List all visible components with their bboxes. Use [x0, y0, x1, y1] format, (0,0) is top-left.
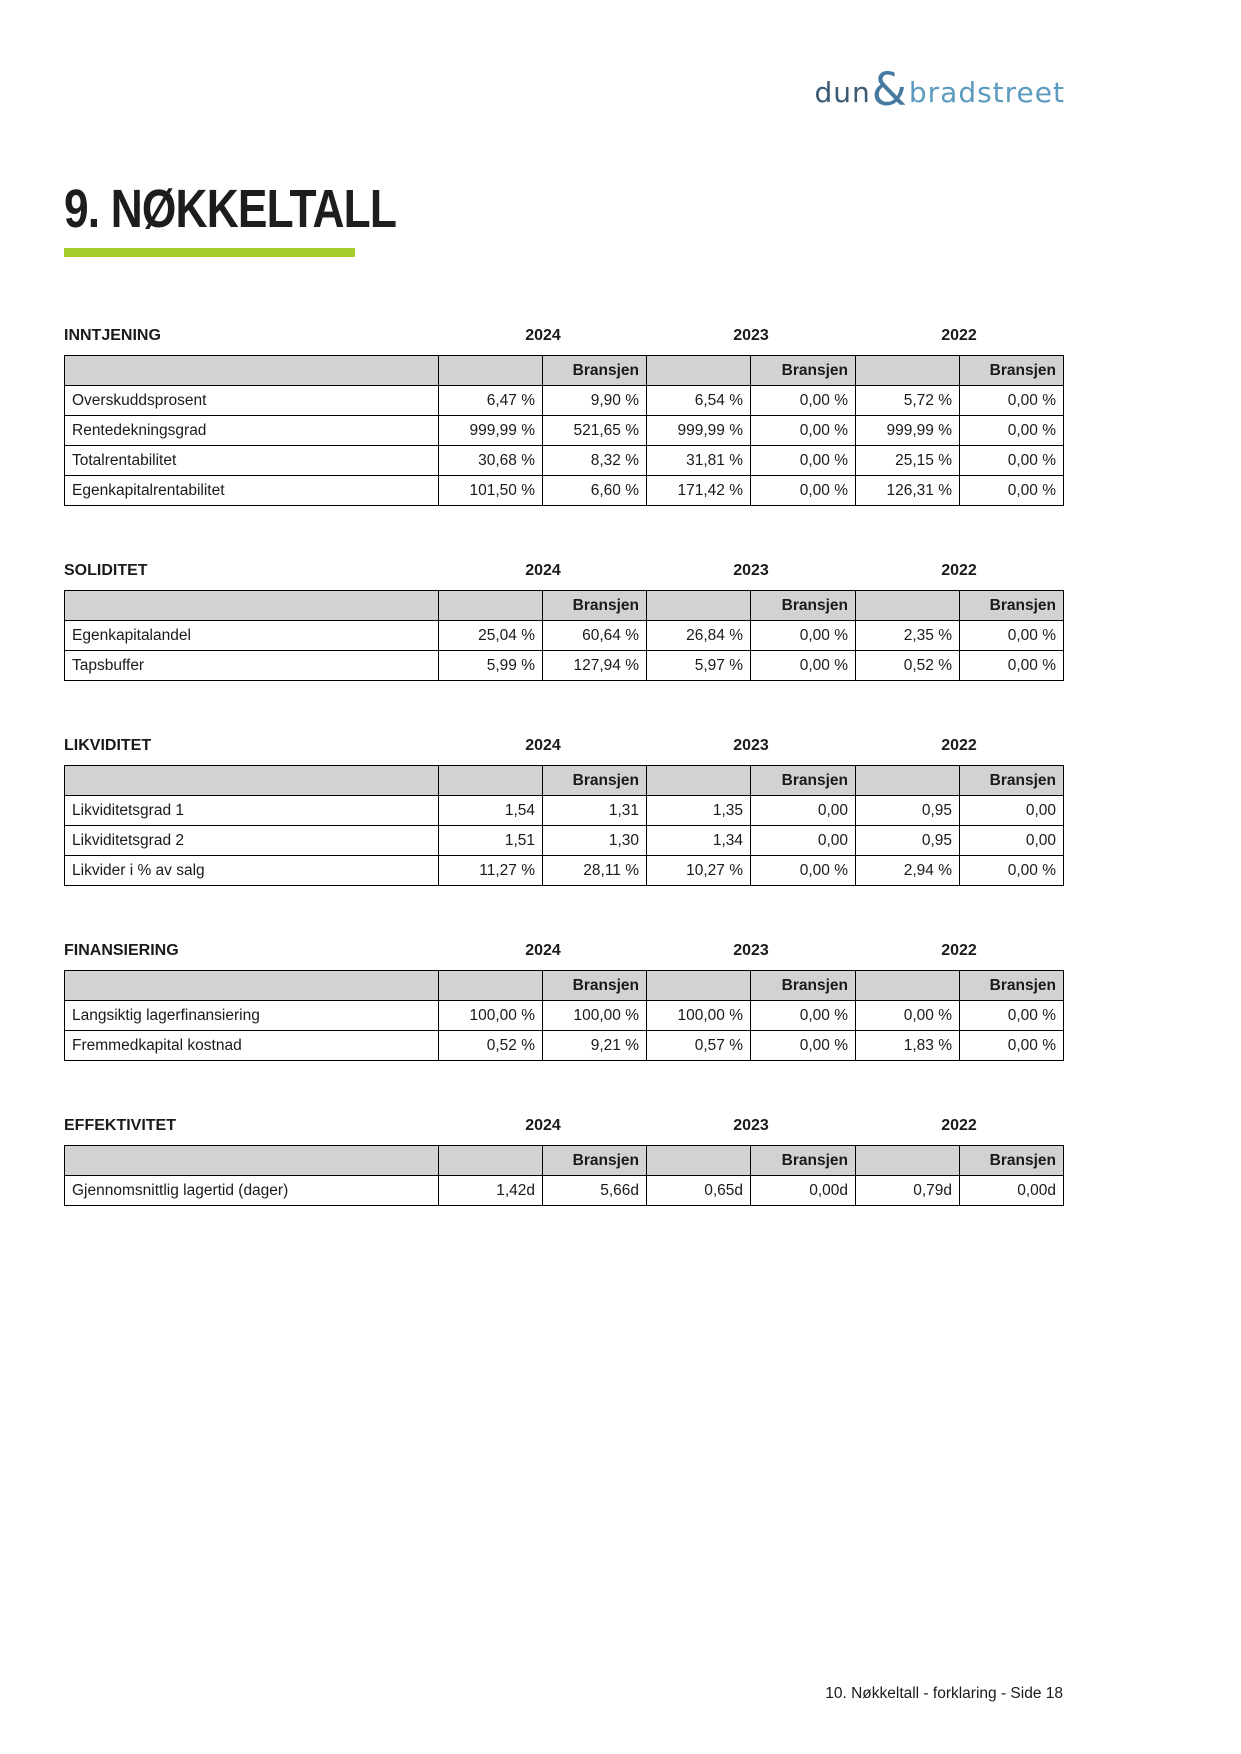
blank-header-cell — [647, 591, 751, 621]
value-cell: 0,00 % — [751, 856, 856, 886]
section-title-likviditet: LIKVIDITET — [64, 737, 152, 754]
inntjening-table — [64, 355, 1064, 506]
blank-header-cell — [647, 766, 751, 796]
value-cell: 127,94 % — [543, 651, 647, 681]
section-heading-row — [64, 1117, 1064, 1137]
value-cell: 0,00 % — [751, 621, 856, 651]
table-header-row — [65, 1146, 1064, 1176]
row-label-cell: Overskuddsprosent — [65, 386, 439, 416]
value-cell: 0,95 — [856, 796, 960, 826]
logo-word-dun: dun — [814, 75, 871, 109]
value-cell: 0,00 — [751, 826, 856, 856]
table-header-row — [65, 766, 1064, 796]
value-cell: 0,00 % — [751, 1031, 856, 1061]
value-cell: 9,90 % — [543, 386, 647, 416]
value-cell: 1,30 — [543, 826, 647, 856]
value-cell: 999,99 % — [439, 416, 543, 446]
value-cell: 6,54 % — [647, 386, 751, 416]
likviditet-table — [64, 765, 1064, 886]
row-label-cell: Rentedekningsgrad — [65, 416, 439, 446]
row-label-cell: Likviditetsgrad 1 — [65, 796, 439, 826]
section-heading-row — [64, 737, 1064, 757]
table-row — [65, 651, 1064, 681]
table-row — [65, 1176, 1064, 1206]
row-label-cell: Likvider i % av salg — [65, 856, 439, 886]
value-cell: 100,00 % — [647, 1001, 751, 1031]
bransjen-header-cell: Bransjen — [960, 1146, 1064, 1176]
value-cell: 26,84 % — [647, 621, 751, 651]
value-cell: 1,35 — [647, 796, 751, 826]
blank-header-cell — [856, 1146, 960, 1176]
blank-header-cell — [856, 766, 960, 796]
value-cell: 0,00 % — [960, 621, 1064, 651]
value-cell: 0,00 % — [751, 651, 856, 681]
value-cell: 1,42d — [439, 1176, 543, 1206]
value-cell: 11,27 % — [439, 856, 543, 886]
value-cell: 6,60 % — [543, 476, 647, 506]
value-cell: 126,31 % — [856, 476, 960, 506]
year-header-2022: 2022 — [941, 327, 977, 344]
value-cell: 0,00 — [960, 796, 1064, 826]
value-cell: 0,57 % — [647, 1031, 751, 1061]
soliditet-table — [64, 590, 1064, 681]
value-cell: 5,72 % — [856, 386, 960, 416]
blank-header-cell — [647, 356, 751, 386]
value-cell: 1,51 — [439, 826, 543, 856]
year-header-2024: 2024 — [525, 327, 561, 344]
row-label-cell: Tapsbuffer — [65, 651, 439, 681]
row-label-cell: Fremmedkapital kostnad — [65, 1031, 439, 1061]
bransjen-header-cell: Bransjen — [960, 971, 1064, 1001]
section-title-effektivitet: EFFEKTIVITET — [64, 1117, 176, 1134]
value-cell: 0,00 % — [960, 476, 1064, 506]
value-cell: 0,95 — [856, 826, 960, 856]
blank-header-cell — [439, 1146, 543, 1176]
logo-ampersand-icon: & — [871, 63, 908, 116]
row-label-cell: Egenkapitalrentabilitet — [65, 476, 439, 506]
value-cell: 1,31 — [543, 796, 647, 826]
value-cell: 0,00 % — [960, 651, 1064, 681]
row-label-cell: Egenkapitalandel — [65, 621, 439, 651]
effektivitet-table — [64, 1145, 1064, 1206]
bransjen-header-cell: Bransjen — [543, 971, 647, 1001]
bransjen-header-cell: Bransjen — [751, 356, 856, 386]
bransjen-header-cell: Bransjen — [543, 1146, 647, 1176]
year-header-2024: 2024 — [525, 942, 561, 959]
blank-header-cell — [65, 1146, 439, 1176]
title-accent-bar — [64, 248, 355, 257]
row-label-cell: Gjennomsnittlig lagertid (dager) — [65, 1176, 439, 1206]
bransjen-header-cell: Bransjen — [751, 1146, 856, 1176]
year-header-2023: 2023 — [733, 942, 769, 959]
table-header-row — [65, 971, 1064, 1001]
row-label-cell: Totalrentabilitet — [65, 446, 439, 476]
value-cell: 30,68 % — [439, 446, 543, 476]
bransjen-header-cell: Bransjen — [751, 591, 856, 621]
value-cell: 0,00 % — [960, 446, 1064, 476]
bransjen-header-cell: Bransjen — [960, 766, 1064, 796]
value-cell: 0,00 % — [960, 416, 1064, 446]
table-row — [65, 1031, 1064, 1061]
value-cell: 5,97 % — [647, 651, 751, 681]
value-cell: 0,00 % — [751, 1001, 856, 1031]
value-cell: 2,94 % — [856, 856, 960, 886]
value-cell: 31,81 % — [647, 446, 751, 476]
value-cell: 1,34 — [647, 826, 751, 856]
table-row — [65, 1001, 1064, 1031]
table-row — [65, 856, 1064, 886]
row-label-cell: Langsiktig lagerfinansiering — [65, 1001, 439, 1031]
value-cell: 0,65d — [647, 1176, 751, 1206]
logo-word-bradstreet: bradstreet — [908, 75, 1065, 109]
blank-header-cell — [856, 971, 960, 1001]
year-header-2023: 2023 — [733, 562, 769, 579]
value-cell: 0,00 % — [856, 1001, 960, 1031]
value-cell: 60,64 % — [543, 621, 647, 651]
value-cell: 0,00 % — [751, 446, 856, 476]
row-label-cell: Likviditetsgrad 2 — [65, 826, 439, 856]
year-header-2024: 2024 — [525, 737, 561, 754]
value-cell: 101,50 % — [439, 476, 543, 506]
section-title-finansiering: FINANSIERING — [64, 942, 179, 959]
finansiering-table — [64, 970, 1064, 1061]
year-header-2022: 2022 — [941, 737, 977, 754]
blank-header-cell — [439, 971, 543, 1001]
bransjen-header-cell: Bransjen — [543, 591, 647, 621]
table-row — [65, 386, 1064, 416]
value-cell: 999,99 % — [856, 416, 960, 446]
table-header-row — [65, 591, 1064, 621]
table-row — [65, 826, 1064, 856]
section-soliditet — [64, 562, 1064, 681]
section-inntjening — [64, 327, 1064, 506]
blank-header-cell — [65, 766, 439, 796]
value-cell: 0,00 % — [960, 856, 1064, 886]
value-cell: 0,00 % — [960, 1031, 1064, 1061]
value-cell: 100,00 % — [439, 1001, 543, 1031]
table-row — [65, 796, 1064, 826]
value-cell: 0,00 — [751, 796, 856, 826]
bransjen-header-cell: Bransjen — [751, 766, 856, 796]
value-cell: 5,66d — [543, 1176, 647, 1206]
section-likviditet — [64, 737, 1064, 886]
blank-header-cell — [65, 971, 439, 1001]
dun-bradstreet-logo — [814, 63, 1065, 116]
year-header-2024: 2024 — [525, 1117, 561, 1134]
section-title-soliditet: SOLIDITET — [64, 562, 148, 579]
page-title: 9. NØKKELTALL — [64, 179, 397, 239]
blank-header-cell — [65, 591, 439, 621]
bransjen-header-cell: Bransjen — [543, 356, 647, 386]
value-cell: 0,79d — [856, 1176, 960, 1206]
value-cell: 0,00 % — [960, 1001, 1064, 1031]
blank-header-cell — [856, 356, 960, 386]
value-cell: 6,47 % — [439, 386, 543, 416]
value-cell: 521,65 % — [543, 416, 647, 446]
blank-header-cell — [65, 356, 439, 386]
bransjen-header-cell: Bransjen — [543, 766, 647, 796]
value-cell: 0,00 % — [751, 416, 856, 446]
value-cell: 5,99 % — [439, 651, 543, 681]
table-row — [65, 476, 1064, 506]
year-header-2022: 2022 — [941, 1117, 977, 1134]
value-cell: 0,00 % — [751, 386, 856, 416]
blank-header-cell — [439, 591, 543, 621]
bransjen-header-cell: Bransjen — [960, 591, 1064, 621]
table-row — [65, 446, 1064, 476]
value-cell: 8,32 % — [543, 446, 647, 476]
value-cell: 0,52 % — [439, 1031, 543, 1061]
table-header-row — [65, 356, 1064, 386]
blank-header-cell — [439, 356, 543, 386]
sections — [64, 327, 1064, 1206]
blank-header-cell — [647, 1146, 751, 1176]
table-row — [65, 416, 1064, 446]
section-title-inntjening: INNTJENING — [64, 327, 161, 344]
table-row — [65, 621, 1064, 651]
section-heading-row — [64, 327, 1064, 347]
blank-header-cell — [856, 591, 960, 621]
blank-header-cell — [647, 971, 751, 1001]
value-cell: 0,00d — [960, 1176, 1064, 1206]
year-header-2024: 2024 — [525, 562, 561, 579]
value-cell: 1,54 — [439, 796, 543, 826]
year-header-2023: 2023 — [733, 1117, 769, 1134]
value-cell: 0,00 — [960, 826, 1064, 856]
value-cell: 100,00 % — [543, 1001, 647, 1031]
value-cell: 25,04 % — [439, 621, 543, 651]
year-header-2022: 2022 — [941, 942, 977, 959]
section-heading-row — [64, 942, 1064, 962]
value-cell: 0,00d — [751, 1176, 856, 1206]
value-cell: 0,52 % — [856, 651, 960, 681]
value-cell: 28,11 % — [543, 856, 647, 886]
value-cell: 10,27 % — [647, 856, 751, 886]
blank-header-cell — [439, 766, 543, 796]
value-cell: 2,35 % — [856, 621, 960, 651]
year-header-2023: 2023 — [733, 737, 769, 754]
page-footer: 10. Nøkkeltall - forklaring - Side 18 — [825, 1685, 1063, 1702]
value-cell: 0,00 % — [960, 386, 1064, 416]
value-cell: 171,42 % — [647, 476, 751, 506]
section-effektivitet — [64, 1117, 1064, 1206]
bransjen-header-cell: Bransjen — [960, 356, 1064, 386]
value-cell: 1,83 % — [856, 1031, 960, 1061]
value-cell: 0,00 % — [751, 476, 856, 506]
section-heading-row — [64, 562, 1064, 582]
section-finansiering — [64, 942, 1064, 1061]
year-header-2022: 2022 — [941, 562, 977, 579]
value-cell: 999,99 % — [647, 416, 751, 446]
value-cell: 25,15 % — [856, 446, 960, 476]
bransjen-header-cell: Bransjen — [751, 971, 856, 1001]
year-header-2023: 2023 — [733, 327, 769, 344]
value-cell: 9,21 % — [543, 1031, 647, 1061]
